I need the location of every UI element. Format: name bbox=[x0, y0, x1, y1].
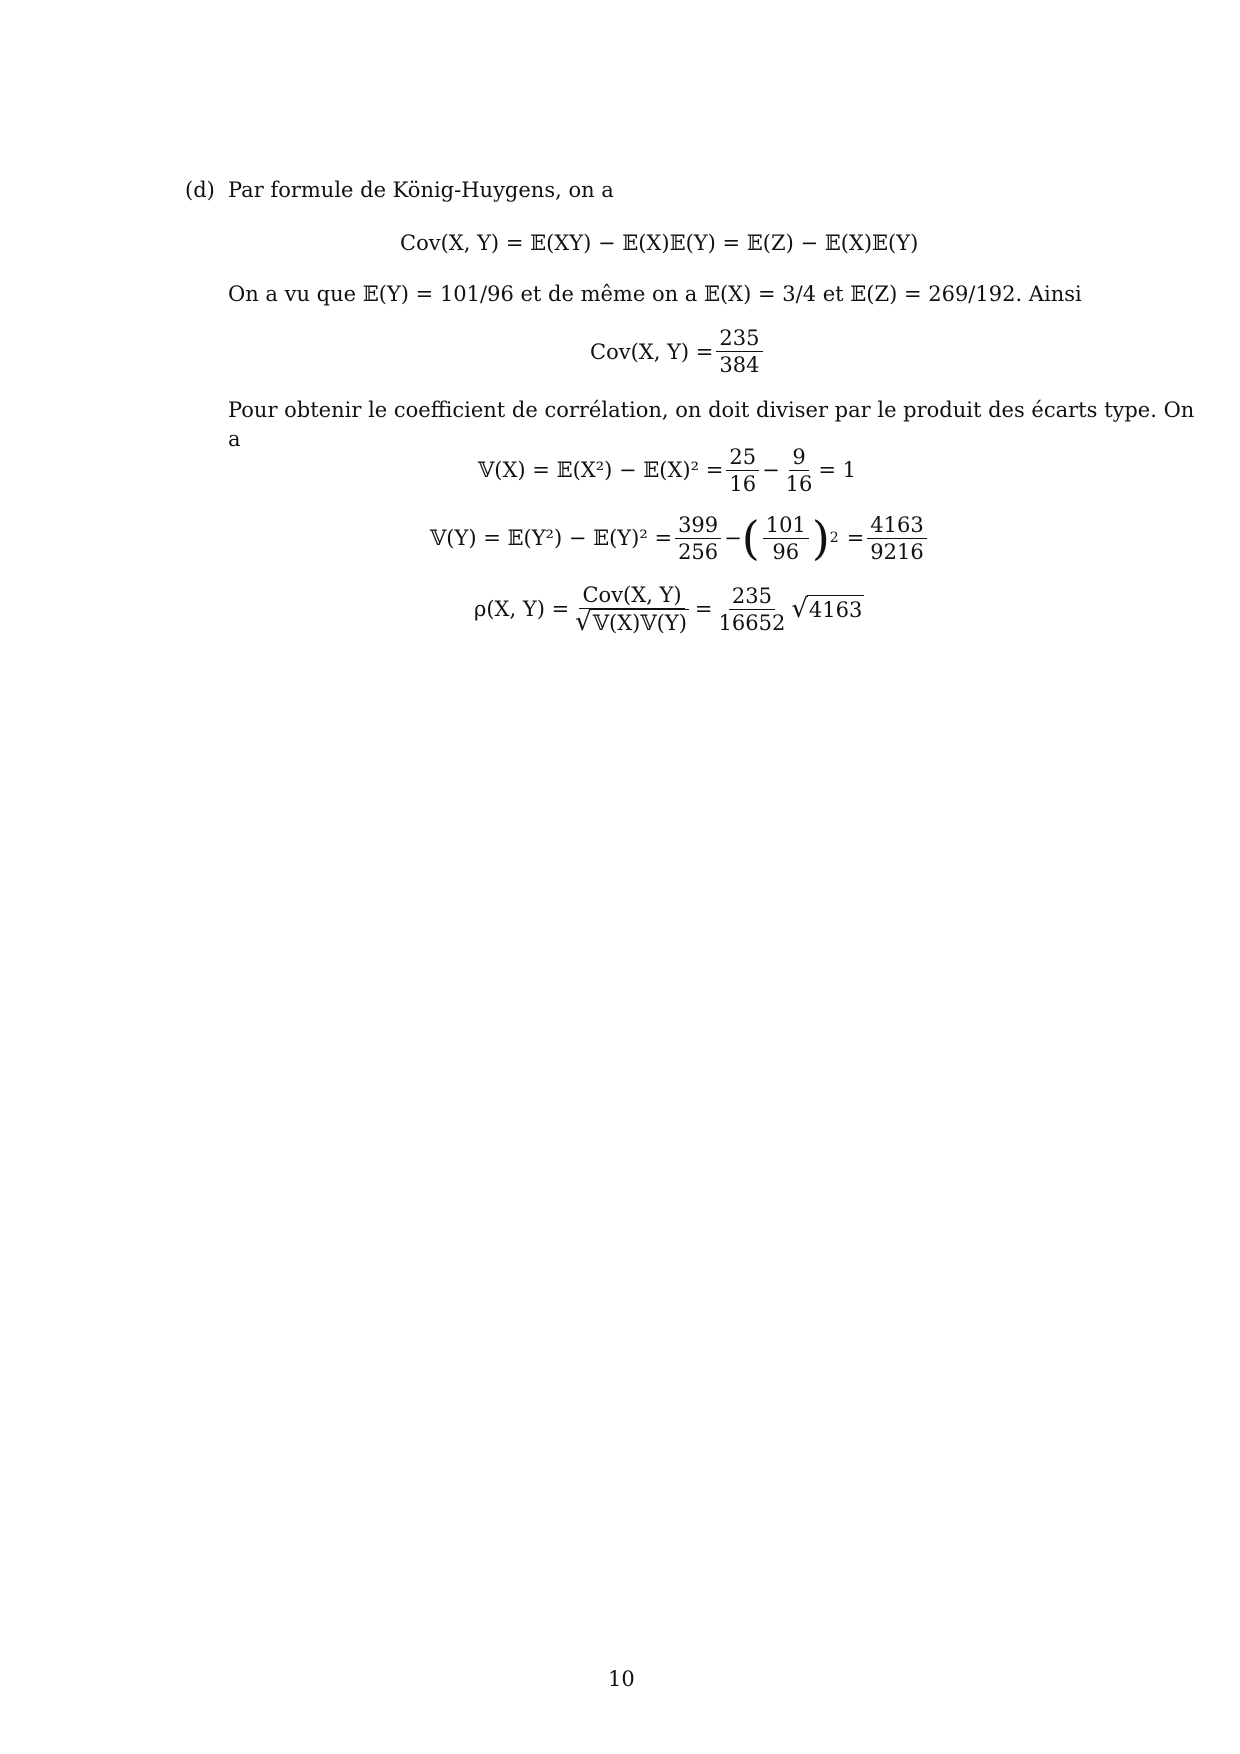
equation-variance-x bbox=[478, 442, 856, 498]
fraction-denominator: 16 bbox=[729, 471, 757, 496]
fraction-denominator: 256 bbox=[678, 539, 719, 564]
fraction-101-96 bbox=[763, 512, 809, 565]
fraction-9-16 bbox=[783, 444, 816, 497]
intro-text: Par formule de König-Huygens, on a bbox=[228, 178, 614, 202]
vy-eq: = bbox=[846, 526, 865, 550]
eq1-lhs: Cov(X, Y) bbox=[400, 231, 500, 255]
fraction-numerator: 25 bbox=[726, 444, 759, 471]
fraction-denominator: 96 bbox=[772, 539, 800, 564]
fraction-cov bbox=[716, 325, 762, 378]
fraction-numerator: Cov(X, Y) bbox=[579, 582, 684, 609]
fraction-denominator: 384 bbox=[719, 353, 760, 377]
fraction-numerator: 399 bbox=[675, 512, 721, 539]
equation-variance-y bbox=[430, 508, 930, 568]
vy-lhs: 𝕍(Y) = 𝔼(Y²) − 𝔼(Y)² = bbox=[430, 526, 673, 550]
radical-sign: √ bbox=[791, 594, 808, 624]
right-paren: ) bbox=[811, 511, 830, 565]
equation-cov-konig bbox=[400, 229, 918, 257]
radical-sign: √ bbox=[575, 607, 592, 637]
fraction-numerator: 235 bbox=[729, 583, 775, 610]
sqrt-4163: 4163 bbox=[807, 595, 864, 624]
expectation-values-text: On a vu que 𝔼(Y) = 101/96 et de même on a 𝔼(X) = 3/4 et 𝔼(Z) = 269/192. Ainsi bbox=[228, 282, 1082, 306]
left-paren: ( bbox=[741, 511, 760, 565]
equation-cov-result bbox=[590, 325, 766, 378]
fraction-numerator: 4163 bbox=[867, 512, 926, 539]
fraction-235-16652 bbox=[716, 583, 789, 636]
fraction-4163-9216 bbox=[867, 512, 926, 565]
exponent: 2 bbox=[829, 530, 839, 546]
rho-eq: = bbox=[694, 597, 713, 621]
eq1-rhs: = 𝔼(XY) − 𝔼(X)𝔼(Y) = 𝔼(Z) − 𝔼(X)𝔼(Y) bbox=[505, 231, 919, 255]
fraction-denominator: 9216 bbox=[870, 539, 924, 564]
page-number: 10 bbox=[608, 1667, 635, 1691]
equation-correlation bbox=[474, 578, 864, 640]
fraction-399-256 bbox=[675, 512, 721, 565]
sqrt-argument: 𝕍(X)𝕍(Y) bbox=[592, 611, 687, 635]
vx-minus: − bbox=[762, 458, 780, 482]
rho-lhs: ρ(X, Y) = bbox=[474, 597, 570, 621]
fraction-numerator: 9 bbox=[789, 444, 808, 471]
fraction-numerator: 235 bbox=[716, 325, 762, 352]
fraction-25-16 bbox=[726, 444, 759, 497]
eq2-lhs: Cov(X, Y) = bbox=[590, 339, 714, 364]
fraction-cov-over-sqrt bbox=[572, 582, 692, 636]
fraction-denominator: 16652 bbox=[718, 610, 786, 635]
item-marker: (d) bbox=[185, 178, 215, 202]
correlation-paragraph-line1: Pour obtenir le coefficient de corrélation, on doit diviser par le produit des écarts type. On bbox=[228, 398, 1195, 422]
vx-result: = 1 bbox=[818, 458, 857, 482]
correlation-paragraph-line2: a bbox=[228, 427, 241, 451]
fraction-denominator bbox=[572, 609, 692, 636]
vx-lhs: 𝕍(X) = 𝔼(X²) − 𝔼(X)² = bbox=[478, 458, 724, 482]
vy-minus: − bbox=[724, 526, 742, 550]
fraction-denominator: 16 bbox=[785, 471, 813, 496]
fraction-numerator: 101 bbox=[763, 512, 809, 539]
